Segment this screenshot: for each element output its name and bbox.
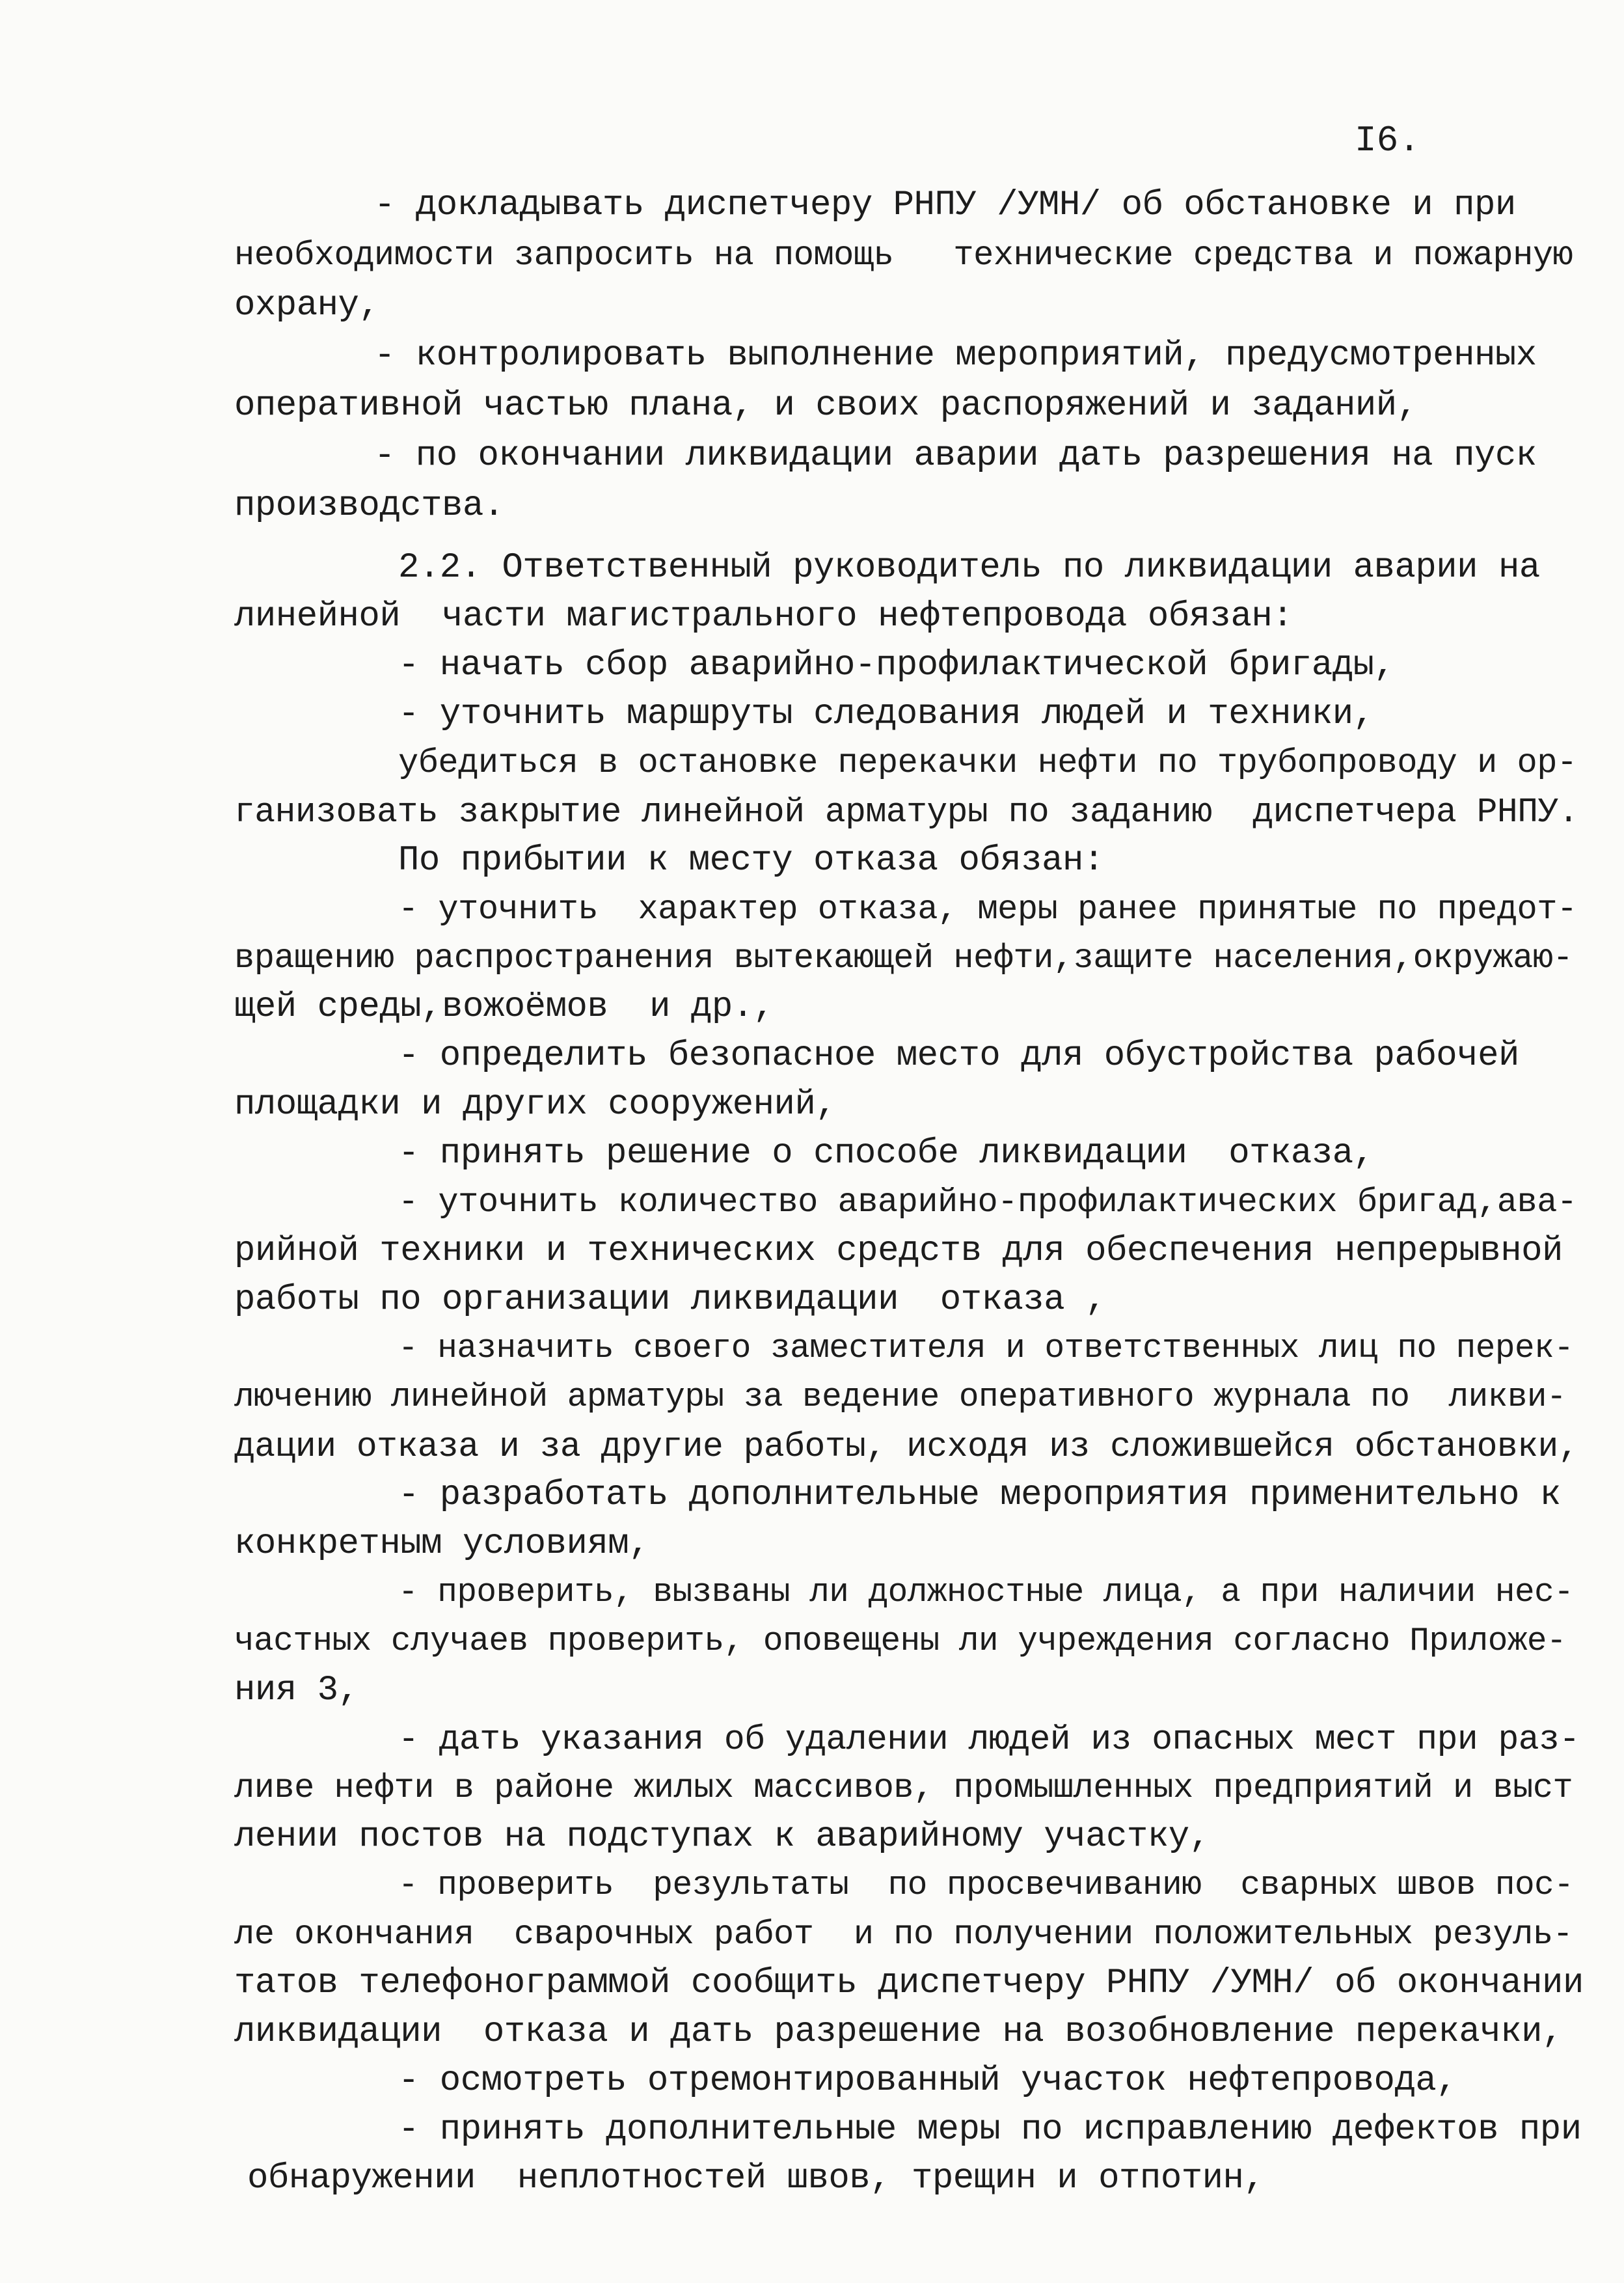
text-line: - принять дополнительные меры по исправлению дефектов при (398, 2110, 1582, 2150)
text-line: рийной техники и технических средств для обеспечения непрерывной (234, 1231, 1563, 1271)
text-line: - осмотреть отремонтированный участок нефтепровода, (398, 2061, 1457, 2101)
text-line: - дать указания об удалении людей из опасных мест при раз- (398, 1720, 1580, 1759)
text-line: лючению линейной арматуры за ведение оперативного журнала по ликви- (234, 1379, 1567, 1416)
text-line: - определить безопасное место для обустройства рабочей (398, 1036, 1519, 1076)
text-line: ливе нефти в районе жилых массивов, промышленных предприятий и выст (234, 1769, 1573, 1807)
text-line: работы по организации ликвидации отказа , (234, 1280, 1107, 1320)
text-line: - контролировать выполнение мероприятий, предусмотренных (374, 336, 1537, 376)
text-line: частных случаев проверить, оповещены ли учреждения согласно Приложе- (234, 1623, 1567, 1660)
text-line: вращению распространения вытекающей нефти,защите населения,окружаю- (234, 939, 1573, 977)
text-line: ле окончания сварочных работ и по получении положительных резуль- (234, 1915, 1573, 1954)
text-line: дации отказа и за другие работы, исходя из сложившейся обстановки, (234, 1427, 1579, 1466)
text-line: - по окончании ликвидации аварии дать разрешения на пуск (374, 436, 1537, 476)
text-line: производства. (234, 486, 504, 526)
page-number: I6. (1355, 120, 1420, 161)
text-line: - назначить своего заместителя и ответственных лиц по перек- (398, 1330, 1574, 1367)
text-line: необходимости запросить на помощь технические средства и пожарную (234, 236, 1573, 275)
text-line: - проверить, вызваны ли должностные лица, а при наличии нес- (398, 1574, 1574, 1611)
text-line: ганизовать закрытие линейной арматуры по заданию диспетчера РНПУ. (234, 793, 1579, 832)
text-line: - принять решение о способе ликвидации отказа, (398, 1134, 1374, 1173)
text-line: убедиться в остановке перекачки нефти по трубопроводу и ор- (398, 744, 1577, 782)
text-line: ния 3, (234, 1671, 359, 1710)
text-line: линейной части магистрального нефтепровода обязан: (234, 597, 1293, 636)
text-line: По прибытии к месту отказа обязан: (398, 841, 1104, 881)
text-line: - разработать дополнительные мероприятия применительно к (398, 1475, 1561, 1515)
text-line: татов телефонограммой сообщить диспетчеру РНПУ /УМН/ об окончании (234, 1963, 1584, 2003)
text-line: площадки и других сооружений, (234, 1085, 837, 1125)
text-line: лении постов на подступах к аварийному участку, (234, 1817, 1210, 1857)
text-line: охрану, (234, 286, 380, 325)
text-line: 2.2. Ответственный руководитель по ликвидации аварии на (398, 548, 1540, 588)
text-line: ликвидации отказа и дать разрешение на возобновление перекачки, (234, 2012, 1563, 2052)
text-line: конкретным условиям, (234, 1524, 650, 1564)
text-line: - уточнить маршруты следования людей и техники, (398, 694, 1374, 734)
text-line: щей среды,вожоёмов и др., (234, 987, 774, 1027)
text-line: обнаружении неплотностей швов, трещин и отпотин, (247, 2159, 1265, 2198)
text-line: оперативной частью плана, и своих распоряжений и заданий, (234, 386, 1418, 426)
text-line: - уточнить количество аварийно-профилактических бригад,ава- (398, 1183, 1577, 1222)
text-line: - уточнить характер отказа, меры ранее принятые по предот- (398, 890, 1577, 929)
text-line: - проверить результаты по просвечиванию сварных швов пос- (398, 1867, 1574, 1904)
text-line: - докладывать диспетчеру РНПУ /УМН/ об обстановке и при (374, 185, 1516, 225)
text-line: - начать сбор аварийно-профилактической бригады, (398, 646, 1395, 685)
